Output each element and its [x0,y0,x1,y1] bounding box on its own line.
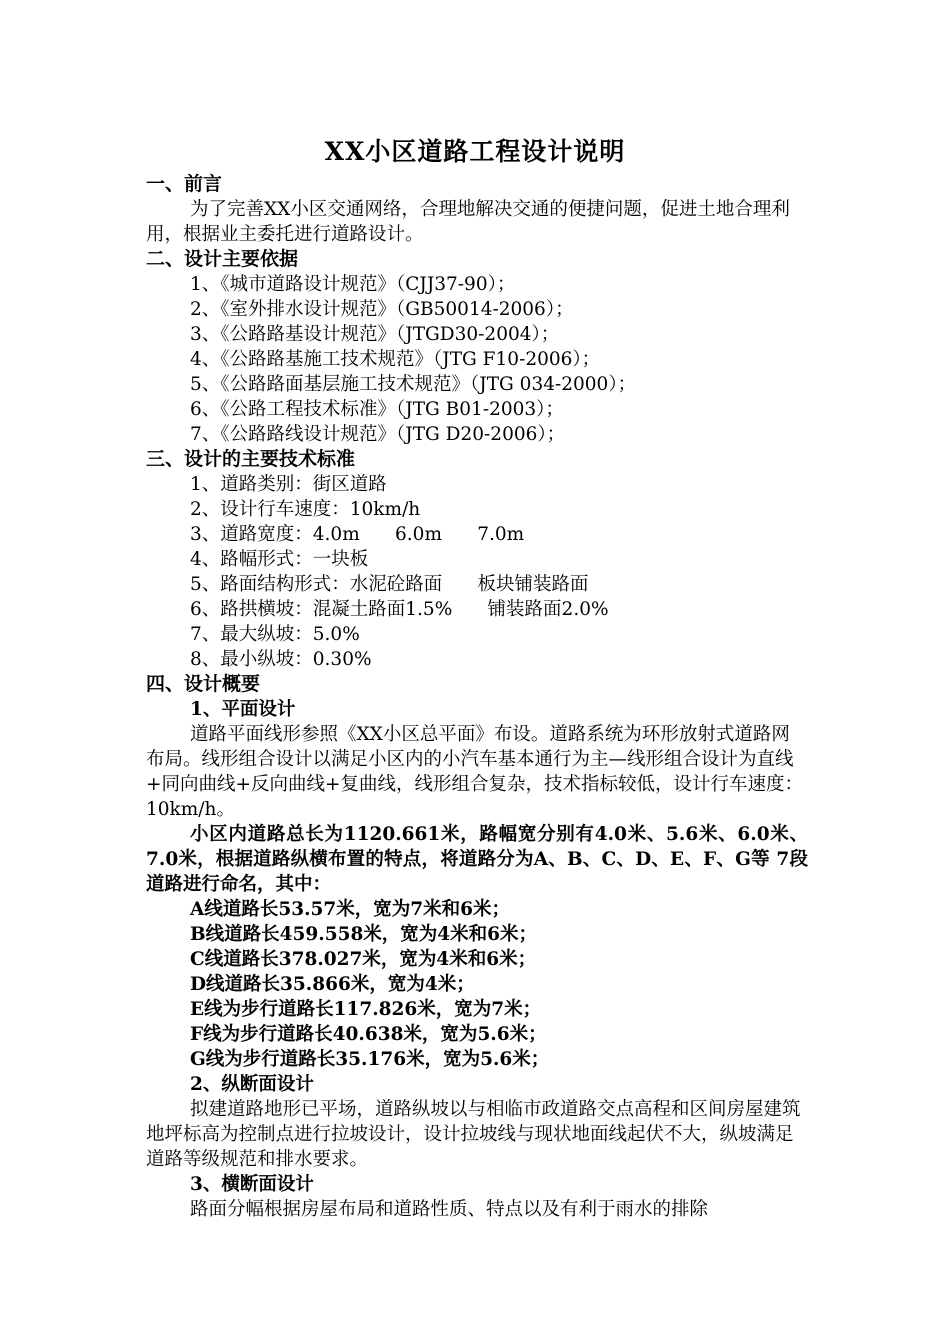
basis-item: 4、《公路路基施工技术规范》（JTG F10-2006）； [190,349,601,370]
basis-item: 6、《公路工程技术标准》（JTG B01-2003）； [190,399,564,420]
road-line-item: G线为步行道路长35.176米，宽为5.6米； [190,1049,550,1070]
standard-item: 5、路面结构形式：水泥砼路面 板块铺装路面 [190,574,589,595]
basis-item: 2、《室外排水设计规范》（GB50014-2006）； [190,299,574,320]
basis-item: 1、《城市道路设计规范》（CJJ37-90）； [190,274,516,295]
standard-item: 8、最小纵坡：0.30% [190,649,372,670]
section-heading-preface: 一、前言 [146,173,223,195]
section-heading-overview: 四、设计概要 [146,673,261,695]
section-heading-standards: 三、设计的主要技术标准 [146,448,356,470]
subsection-heading-cross-section: 3、横断面设计 [190,1174,314,1195]
road-line-item: A线道路长53.57米，宽为7米和6米； [190,899,511,920]
document-body [146,172,808,1222]
standard-item: 7、最大纵坡：5.0% [190,624,360,645]
road-line-item: D线道路长35.866米，宽为4米； [190,974,475,995]
basis-item: 3、《公路路基设计规范》（JTGD30-2004）； [190,324,560,345]
road-line-item: E线为步行道路长117.826米，宽为7米； [190,999,542,1020]
standard-item: 2、设计行车速度：10km/h [190,499,421,520]
standard-item: 1、道路类别：街区道路 [190,474,387,495]
cross-section-paragraph: 路面分幅根据房屋布局和道路性质、特点以及有利于雨水的排除 [190,1199,709,1220]
subsection-heading-plan: 1、平面设计 [190,699,296,720]
road-line-item: B线道路长459.558米，宽为4米和6米； [190,924,538,945]
standard-item: 3、道路宽度：4.0m 6.0m 7.0m [190,524,525,545]
preface-paragraph: 为了完善XX小区交通网络，合理地解决交通的便捷问题，促进土地合理利用，根据业主委托进行道路设计。 [146,199,790,245]
standard-item: 4、路幅形式：一块板 [190,549,369,570]
road-line-item: F线为步行道路长40.638米，宽为5.6米； [190,1024,547,1045]
standard-item: 6、路拱横坡：混凝土路面1.5% 铺装路面2.0% [190,599,609,620]
subsection-heading-profile: 2、纵断面设计 [190,1074,314,1095]
road-summary-paragraph: 小区内道路总长为1120.661米，路幅宽分别有4.0米、5.6米、6.0米、7.0米，根据道路纵横布置的特点，将道路分为A、B、C、D、E、F、G等 7段道路进行命名，其中： [146,824,808,895]
plan-paragraph: 道路平面线形参照《XX小区总平面》布设。道路系统为环形放射式道路网布局。线形组合设计以满足小区内的小汽车基本通行为主—线形组合设计为直线+同向曲线+反向曲线+复曲线，线形组合复杂，技术指标较低，设计行车速度：10km/h。 [146,724,804,820]
document-title: XX小区道路工程设计说明 [324,137,626,166]
road-line-item: C线道路长378.027米，宽为4米和6米； [190,949,537,970]
section-heading-basis: 二、设计主要依据 [146,248,299,270]
basis-item: 5、《公路路面基层施工技术规范》（JTG 034-2000）； [190,374,637,395]
basis-item: 7、《公路路线设计规范》（JTG D20-2006）； [190,424,566,445]
profile-paragraph: 拟建道路地形已平场，道路纵坡以与相临市政道路交点高程和区间房屋建筑地坪标高为控制点进行拉坡设计，设计拉坡线与现状地面线起伏不大，纵坡满足道路等级规范和排水要求。 [146,1099,801,1170]
